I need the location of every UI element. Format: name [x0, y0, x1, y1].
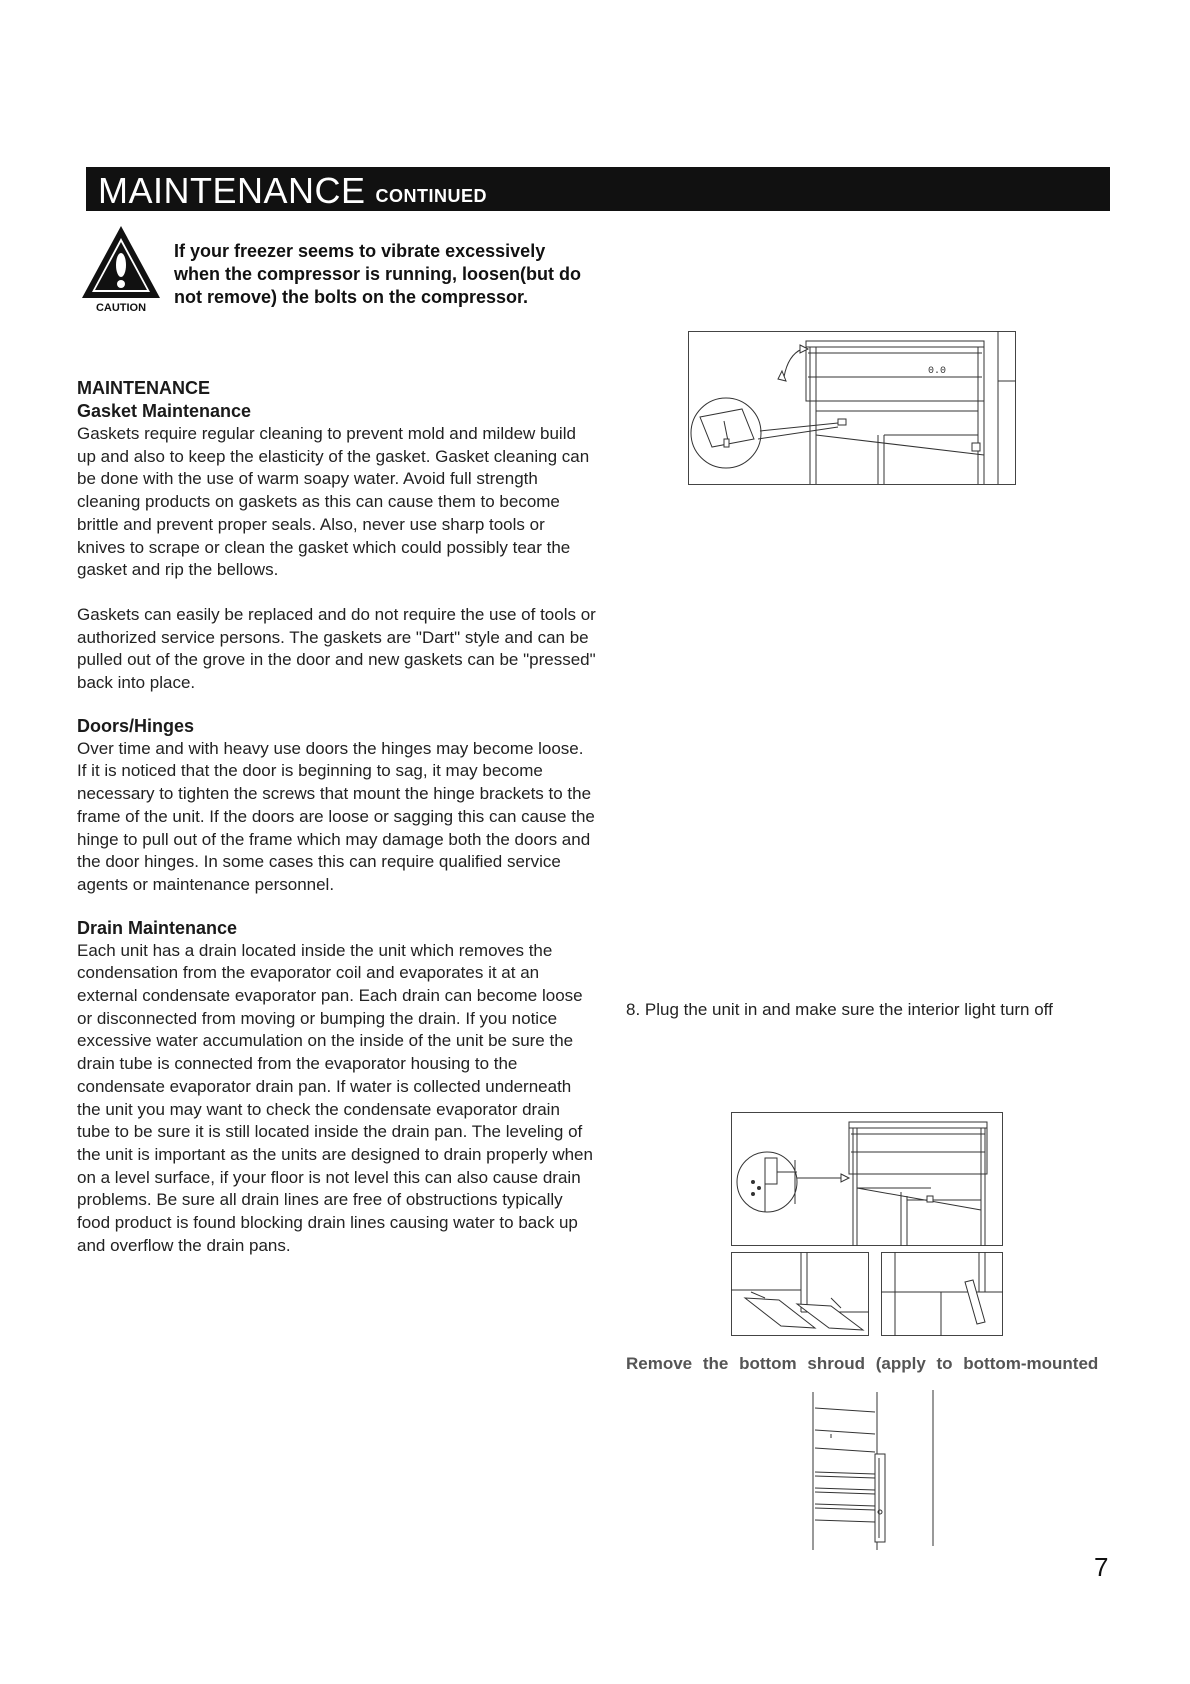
drain-heading: Drain Maintenance [77, 917, 238, 938]
step-8-text: 8. Plug the unit in and make sure the interior light turn off [626, 1000, 1053, 1019]
shroud-caption: Remove the bottom shroud (apply to bottom-mounted [626, 1354, 1099, 1373]
section-title: MAINTENANCE [98, 170, 366, 211]
figure-top-panel-detail [688, 331, 1016, 485]
caution-icon [76, 222, 166, 312]
display-digits: 0.0 [928, 366, 947, 377]
doors-paragraph: Over time and with heavy use doors the hinges may become loose. If it is noticed that the door is beginning to sag, it may become necessary to tighten the screws that mount the hinge brackets to the frame of the unit. If the doors are loose or sagging this can cause the hinge to pull out of the frame which may damage both the doors and the door hinges. In some cases this can require qualified service agents or maintenance personnel. [77, 738, 595, 894]
gasket-paragraph-1: Gaskets require regular cleaning to prevent mold and mildew build up and also to keep the elasticity of the gasket. Gasket cleaning can be done with the use of warm soapy water. Avoid full strength cleaning products on gaskets as this can cause them to become brittle and prevent proper seals. Also, never use sharp tools or knives to scrape or clean the gasket which could possibly tear the gasket and rip the bellows. [77, 424, 590, 580]
gasket-paragraph-2: Gaskets can easily be replaced and do not require the use of tools or authorized service persons. The gaskets are "Dart" style and can be pulled out of the grove in the door and new gaskets can be "pressed" back into place. [77, 604, 596, 693]
figure-unit-drain-detail [731, 1112, 1003, 1246]
figure-bottom-unit [805, 1390, 937, 1554]
figure-shroud-right [881, 1252, 1003, 1336]
section-subtitle: CONTINUED [375, 186, 488, 206]
maintenance-heading: MAINTENANCE [77, 378, 210, 398]
section-header-bar [86, 167, 1110, 211]
gasket-heading: Gasket Maintenance [77, 401, 252, 421]
maintenance-column [77, 377, 597, 1258]
figure-shroud-left [731, 1252, 869, 1336]
caution-text: If your freezer seems to vibrate excessively when the compressor is running, loosen(but do not remove) the bolts on the compressor. [174, 241, 582, 307]
drain-paragraph: Each unit has a drain located inside the unit which removes the condensation from the evaporator coil and evaporates it at an external condensate evaporator pan. Each drain can become loose or disconnected from moving or bumping the drain. If you notice excessive water accumulation on the inside of the unit be sure the drain tube is connected from the evaporator housing to the condensate evaporator drain pan. If water is collected underneath the unit you may want to check the condensate evaporator drain tube to be sure it is still located inside the drain pan. The leveling of the unit is important as the units are designed to drain properly when on a level surface, if your floor is not level this can also cause drain problems. Be sure all drain lines are free of obstructions typically food product is found blocking drain lines causing water to back up and overflow the drain pans. [77, 940, 593, 1255]
page-number: 7 [1094, 1552, 1109, 1582]
caution-icon-label: CAUTION [95, 302, 147, 312]
doors-heading: Doors/Hinges [77, 715, 195, 736]
